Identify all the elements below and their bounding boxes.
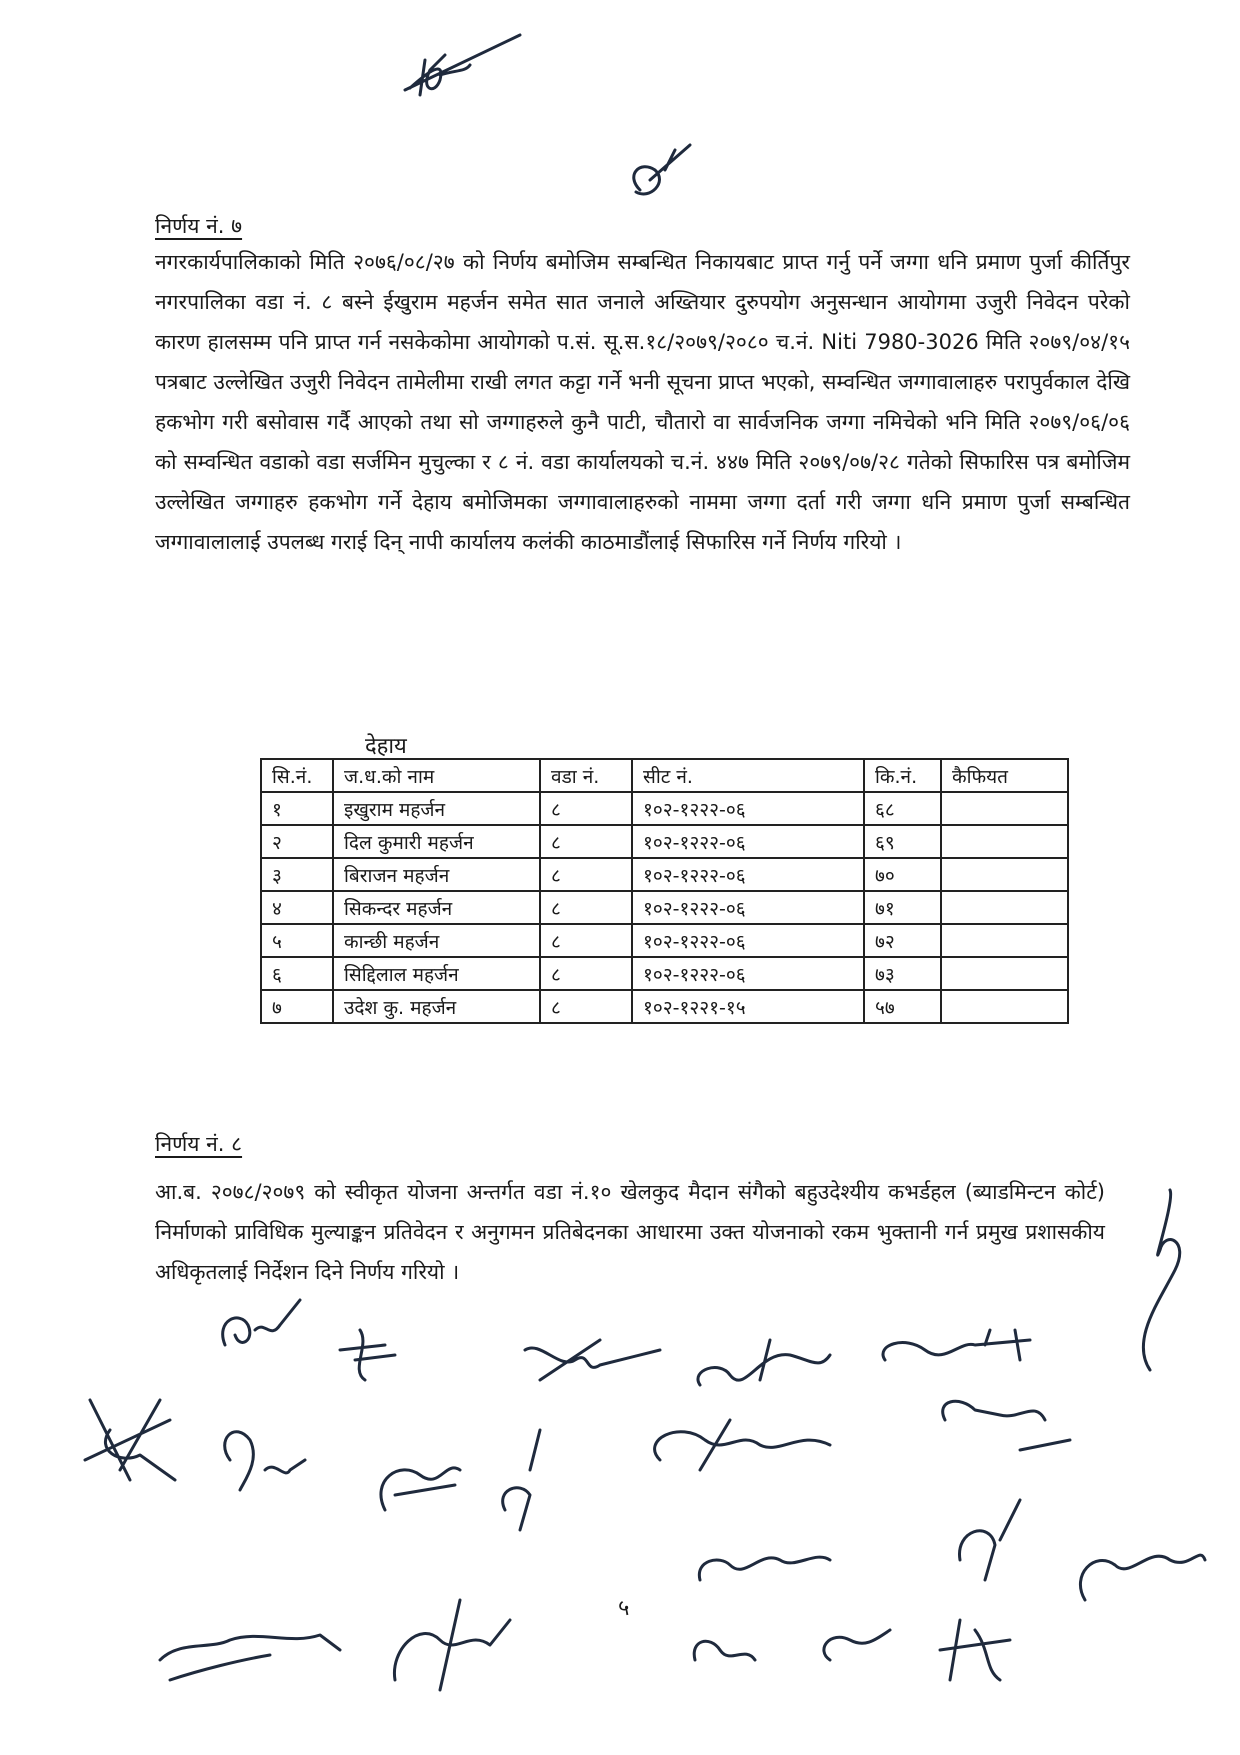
cell-kitta: ७३ [864, 957, 941, 990]
cell-sheet: १०२-१२२२-०६ [632, 825, 864, 858]
cell-sn: ६ [261, 957, 333, 990]
signature-row3-c [1080, 1555, 1205, 1600]
landowner-table [260, 758, 1069, 1024]
cell-sn: ३ [261, 858, 333, 891]
signature-top-1 [405, 35, 520, 95]
table-row [261, 792, 1068, 825]
table-row [261, 957, 1068, 990]
cell-sheet: १०२-१२२२-०६ [632, 924, 864, 957]
decision-8-heading: निर्णय नं. ८ [155, 1132, 243, 1156]
signature-row4-c [694, 1641, 755, 1660]
table-row [261, 891, 1068, 924]
cell-ward: ८ [540, 858, 632, 891]
signature-row2-e [655, 1420, 830, 1470]
signature-row4-e [940, 1620, 1010, 1680]
signature-top-2 [634, 145, 690, 194]
cell-sn: १ [261, 792, 333, 825]
table-row [261, 924, 1068, 957]
cell-sn: ५ [261, 924, 333, 957]
cell-kitta: ७० [864, 858, 941, 891]
table-caption: देहाय [365, 734, 407, 759]
table-row [261, 825, 1068, 858]
header-remarks: कैफियत [941, 759, 1068, 792]
signature-row1-b [340, 1330, 395, 1380]
cell-name: सिकन्दर महर्जन [333, 891, 540, 924]
cell-remarks [941, 990, 1068, 1023]
cell-remarks [941, 924, 1068, 957]
cell-name: सिद्दिलाल महर्जन [333, 957, 540, 990]
cell-sn: ७ [261, 990, 333, 1023]
cell-kitta: ७२ [864, 924, 941, 957]
signature-row1-c [525, 1340, 660, 1380]
signature-row3-b [960, 1500, 1020, 1580]
cell-ward: ८ [540, 924, 632, 957]
cell-ward: ८ [540, 990, 632, 1023]
signature-row1-e [883, 1330, 1030, 1360]
signature-row4-b [394, 1600, 510, 1690]
cell-sheet: १०२-१२२२-०६ [632, 792, 864, 825]
cell-kitta: ५७ [864, 990, 941, 1023]
cell-remarks [941, 957, 1068, 990]
header-ward: वडा नं. [540, 759, 632, 792]
cell-kitta: ६९ [864, 825, 941, 858]
cell-remarks [941, 792, 1068, 825]
cell-kitta: ६८ [864, 792, 941, 825]
signature-row1-d [698, 1340, 830, 1385]
cell-name: कान्छी महर्जन [333, 924, 540, 957]
header-kitta: कि.नं. [864, 759, 941, 792]
header-name: ज.ध.को नाम [333, 759, 540, 792]
table-row [261, 858, 1068, 891]
cell-name: उदेश कु. महर्जन [333, 990, 540, 1023]
cell-name: बिराजन महर्जन [333, 858, 540, 891]
cell-sheet: १०२-१२२२-०६ [632, 891, 864, 924]
decision-7-text: नगरकार्यपालिकाको मिति २०७६/०८/२७ को निर्णय बमोजिम सम्बन्धित निकायबाट प्राप्त गर्नु पर्ने जग्गा धनि प्रमाण पुर्जा कीर्तिपुर नगरपालिका वडा नं. ८ बस्ने ईखुराम महर्जन समेत सात जनाले अख्तियार दुरुपयोग अनुसन्धान आयोगमा उजुरी निवेदन परेको कारण हालसम्म पनि प्राप्त गर्न नसकेकोमा आयोगको प.सं. सू.स.१८/२०७९/२०८० च.नं. Niti 7980-3026 मिति २०७९/०४/१५ पत्रबाट उल्लेखित उजुरी निवेदन तामेलीमा राखी लगत कट्टा गर्ने भनी सूचना प्राप्त भएको, सम्वन्धित जग्गावालाहरु परापुर्वकाल देखि हकभोग गरी बसोवास गर्दै आएको तथा सो जग्गाहरुले कुनै पाटी, चौतारो वा सार्वजनिक जग्गा नमिचेको भनि मिति २०७९/०६/०६ को सम्वन्धित वडाको वडा सर्जमिन मुचुल्का र ८ नं. वडा कार्यालयको च.नं. ४४७ मिति २०७९/०७/२८ गतेको सिफारिस पत्र बमोजिम उल्लेखित जग्गाहरु हकभोग गर्ने देहाय बमोजिमका जग्गावालाहरुको नाममा जग्गा दर्ता गरी जग्गा धनि प्रमाण पुर्जा सम्बन्धित जग्गावालालाई उपलब्ध गराई दिन् नापी कार्यालय कलंकी काठमाडौंलाई सिफारिस गर्ने निर्णय गरियो । [155, 250, 1130, 554]
header-sheet: सीट नं. [632, 759, 864, 792]
table-row [261, 990, 1068, 1023]
signature-row1-a [223, 1300, 300, 1345]
margin-mark: ५ [618, 1596, 630, 1621]
cell-sheet: १०२-१२२२-०६ [632, 858, 864, 891]
cell-ward: ८ [540, 891, 632, 924]
cell-ward: ८ [540, 792, 632, 825]
cell-name: इखुराम महर्जन [333, 792, 540, 825]
cell-kitta: ७१ [864, 891, 941, 924]
cell-remarks [941, 858, 1068, 891]
cell-ward: ८ [540, 957, 632, 990]
signature-right-vertical [1143, 1190, 1179, 1370]
signature-row2-c [381, 1468, 460, 1510]
decision-7-heading: निर्णय नं. ७ [155, 214, 243, 238]
decision-8-text: आ.ब. २०७८/२०७९ को स्वीकृत योजना अन्तर्गत वडा नं.१० खेलकुद मैदान संगैको बहुउदेश्यीय कभर्डहल (ब्याडमिन्टन कोर्ट) निर्माणको प्राविधिक मुल्याङ्कन प्रतिवेदन र अनुगमन प्रतिबेदनका आधारमा उक्त योजनाको रकम भुक्तानी गर्न प्रमुख प्रशासकीय अधिकृतलाई निर्देशन दिने निर्णय गरियो । [155, 1180, 1105, 1284]
cell-ward: ८ [540, 825, 632, 858]
cell-name: दिल कुमारी महर्जन [333, 825, 540, 858]
signature-row2-d [503, 1430, 540, 1530]
signature-row2-a [85, 1400, 175, 1480]
signature-row4-a [160, 1635, 340, 1680]
cell-sn: २ [261, 825, 333, 858]
cell-remarks [941, 891, 1068, 924]
header-sn: सि.नं. [261, 759, 333, 792]
signature-row3-a [699, 1557, 830, 1580]
cell-sheet: १०२-१२२२-०६ [632, 957, 864, 990]
signature-row2-f [943, 1401, 1070, 1450]
cell-sheet: १०२-१२२१-१५ [632, 990, 864, 1023]
table-header-row [261, 759, 1068, 792]
cell-remarks [941, 825, 1068, 858]
signature-row2-b [225, 1432, 305, 1490]
signature-row4-d [824, 1630, 890, 1660]
cell-sn: ४ [261, 891, 333, 924]
